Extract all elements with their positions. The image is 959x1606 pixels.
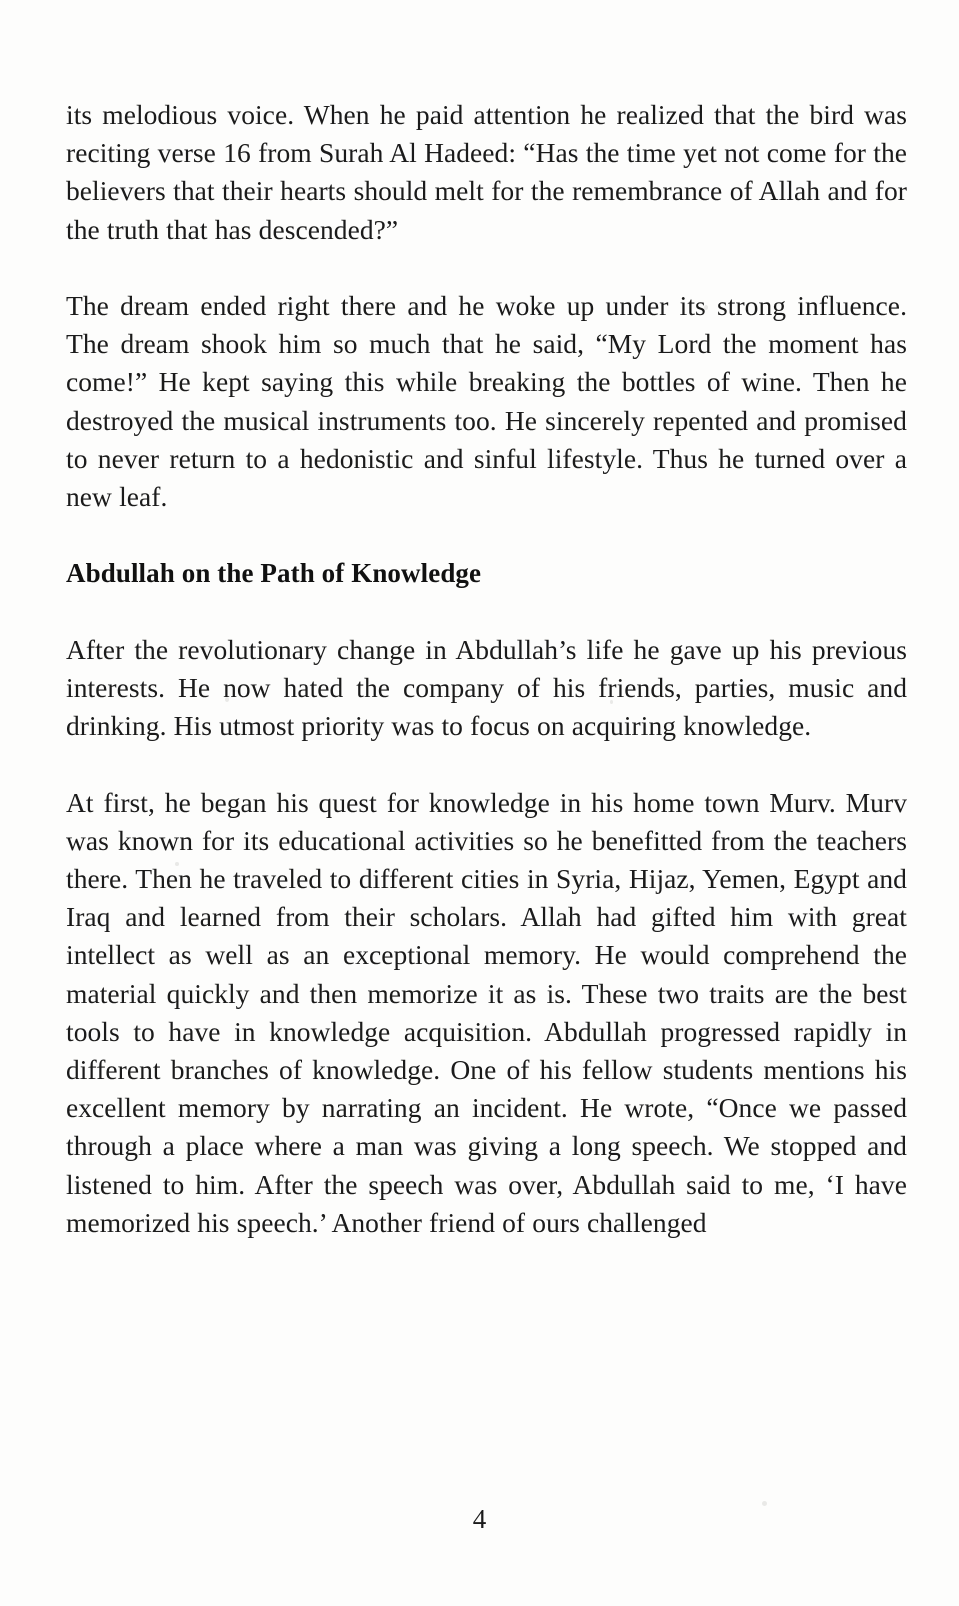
paragraph-melodious-voice: its melodious voice. When he paid attention he realized that the bird was reciting verse 16 from Surah Al Hadeed: “Has the time yet not come for the believers that their hearts should melt for the remembrance of Allah and for the truth that has descended?”: [66, 99, 907, 245]
section-heading-path-of-knowledge: Abdullah on the Path of Knowledge: [66, 558, 482, 589]
page-text-body: [66, 96, 907, 1242]
paragraph-quest-for-knowledge: At first, he began his quest for knowledge in his home town Murv. Murv was known for its educational activities so he benefitted from the teachers there. Then he traveled to different cities in Syria, Hijaz, Yemen, Egypt and Iraq and learned from their scholars. Allah had gifted him with great intellect as well as an exceptional memory. He would comprehend the material quickly and then memorize it as is. These two traits are the best tools to have in knowledge acquisition. Abdullah progressed rapidly in different branches of knowledge. One of his fellow students mentions his excellent memory by narrating an incident. He wrote, “Once we passed through a place where a man was giving a long speech. We stopped and listened to him. After the speech was over, Abdullah said to me, ‘I have memorized his speech.’ Another friend of ours challenged: [66, 786, 907, 1238]
page-number: 4: [472, 1504, 487, 1534]
paragraph-revolutionary-change: After the revolutionary change in Abdullah’s life he gave up his previous interests. He now hated the company of his friends, parties, music and drinking. His utmost priority was to focus on acquiring knowledge.: [66, 633, 907, 742]
paragraph-dream-ended: The dream ended right there and he woke up under its strong influence. The dream shook him so much that he said, “My Lord the moment has come!” He kept saying this while breaking the bottles of wine. Then he destroyed the musical instruments too. He sincerely repented and promised to never return to a hedonistic and sinful lifestyle. Thus he turned over a new leaf.: [66, 290, 907, 513]
